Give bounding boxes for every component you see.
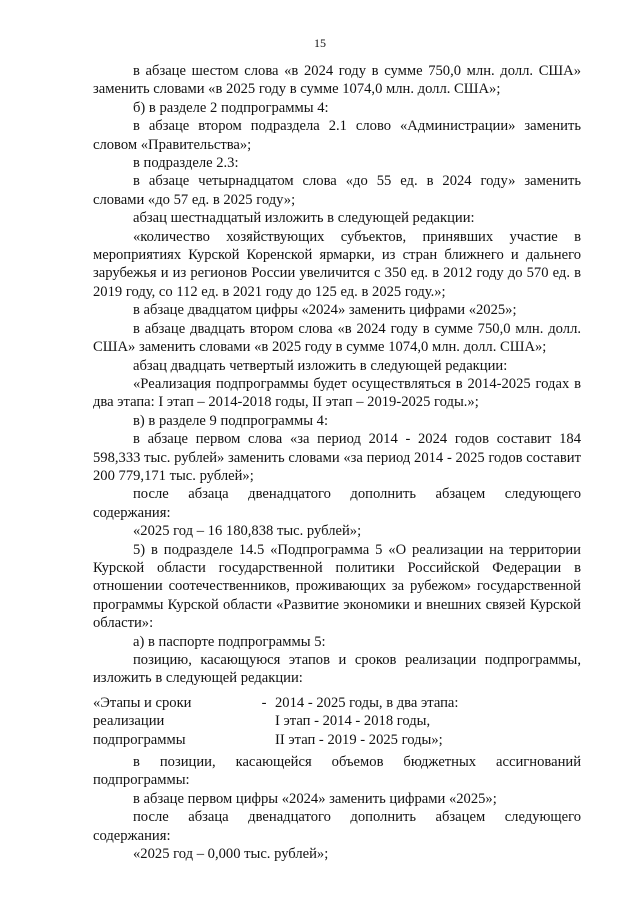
paragraph: в позиции, касающейся объемов бюджетных ассигнований подпрограммы: (93, 754, 581, 789)
stages-table-label-line: подпрограммы (93, 731, 186, 748)
paragraph: «Реализация подпрограммы будет осуществляться в 2014-2025 годах в два этапа: I этап – 2014-2018 годы, II этап – 2019-2025 годы.»; (93, 375, 581, 411)
paragraph: в абзаце шестом слова «в 2024 году в сумме 750,0 млн. долл. США» заменить словами «в 2025 году в сумме 1074,0 млн. долл. США»; (93, 63, 581, 98)
paragraph: в абзаце первом цифры «2024» заменить цифрами «2025»; (133, 790, 497, 807)
paragraph: б) в разделе 2 подпрограммы 4: (133, 99, 329, 116)
paragraph: «2025 год – 16 180,838 тыс. рублей»; (133, 523, 362, 540)
paragraph: в абзаце первом слова «за период 2014 - 2024 годов составит 184 598,333 тыс. рублей» заменить словами «за период 2014 - 2025 годов составит 200 779,171 тыс. рублей»; (93, 431, 581, 484)
stages-table-value-line: II этап - 2019 - 2025 годы»; (275, 731, 443, 748)
paragraph: после абзаца двенадцатого дополнить абзацем следующего содержания: (93, 809, 581, 844)
paragraph: в абзаце четырнадцатом слова «до 55 ед. в 2024 году» заменить словами «до 57 ед. в 2025 году»; (93, 173, 581, 208)
stages-table-label-column (93, 694, 253, 749)
paragraph: а) в паспорте подпрограммы 5: (133, 633, 326, 650)
stages-table-dash: - (261, 694, 267, 711)
stages-table-value-line: 2014 - 2025 годы, в два этапа: (275, 694, 459, 711)
paragraph: в абзаце двадцатом цифры «2024» заменить цифрами «2025»; (133, 302, 517, 319)
stages-table-label-line: «Этапы и сроки (93, 694, 192, 711)
stages-table-label-line: реализации (93, 713, 165, 730)
stages-table (93, 694, 581, 749)
paragraph: «2025 год – 0,000 тыс. рублей»; (133, 846, 329, 863)
paragraph: после абзаца двенадцатого дополнить абзацем следующего содержания: (93, 486, 581, 521)
paragraph: в абзаце двадцать втором слова «в 2024 году в сумме 750,0 млн. долл. США» заменить словами «в 2025 году в сумме 1074,0 млн. долл. США»; (93, 320, 581, 356)
stages-table-value-column (275, 694, 581, 749)
paragraph: абзац шестнадцатый изложить в следующей редакции: (133, 210, 475, 227)
paragraph: в абзаце втором подраздела 2.1 слово «Администрации» заменить словом «Правительства»; (93, 118, 581, 153)
document-body (93, 62, 581, 863)
stages-table-value-line: I этап - 2014 - 2018 годы, (275, 713, 431, 730)
paragraph: «количество хозяйствующих субъектов, принявших участие в мероприятиях Курской Коренской ярмарки, из стран ближнего и дальнего зарубежья и из регионов России увеличится с 350 ед. в 2012 году до 570 ед. в 2019 году, со 112 ед. в 2021 году до 125 ед. в 2025 году.»; (93, 228, 581, 300)
paragraph: позицию, касающуюся этапов и сроков реализации подпрограммы, изложить в следующей редакции: (93, 652, 581, 687)
paragraph: 5) в подразделе 14.5 «Подпрограмма 5 «О реализации на территории Курской области государственной политики Российской Федерации в отношении соотечественников, проживающих за рубежом» государственной программы Курской области «Развитие экономики и внешних связей Курской области»: (93, 541, 581, 632)
page-number: 15 (314, 36, 326, 50)
paragraph: абзац двадцать четвертый изложить в следующей редакции: (133, 357, 508, 374)
paragraph: в) в разделе 9 подпрограммы 4: (133, 412, 329, 429)
paragraph: в подразделе 2.3: (133, 155, 239, 172)
